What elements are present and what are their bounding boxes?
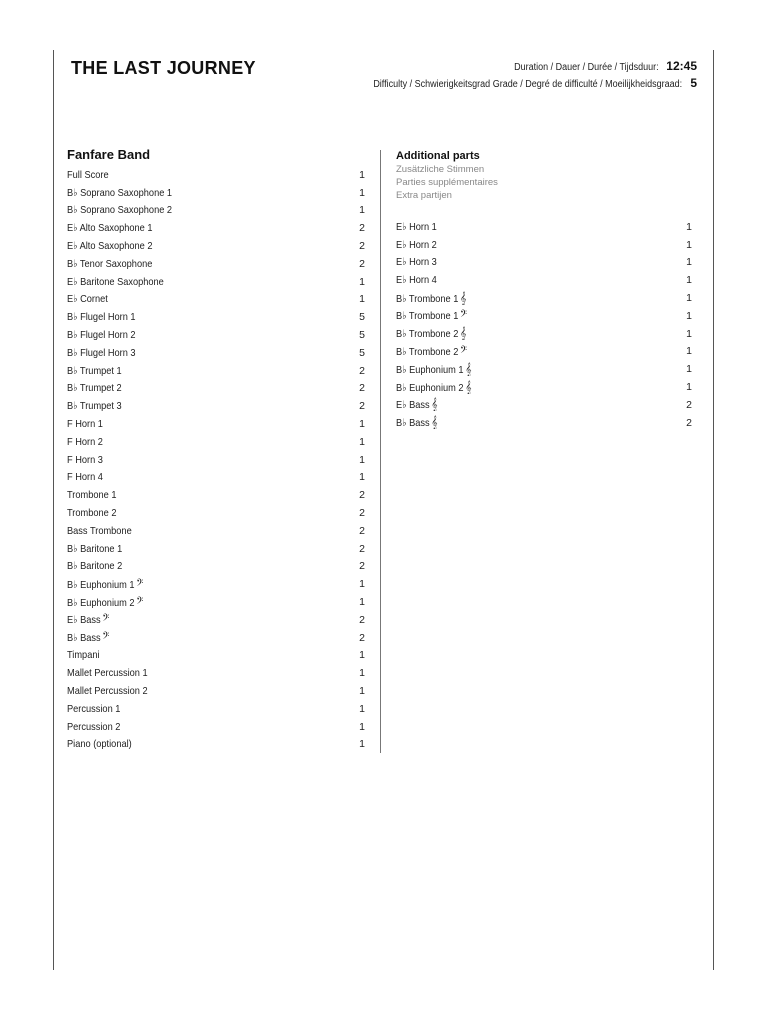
part-name — [396, 256, 437, 268]
part-quantity: 1 — [686, 274, 692, 287]
part-name-text: Trombone 2 — [67, 507, 117, 520]
right-margin-rule — [713, 50, 714, 970]
part-name-text: B♭ Trombone 2 — [396, 328, 459, 341]
part-name — [396, 362, 472, 377]
part-row — [67, 700, 365, 718]
part-name — [67, 738, 132, 750]
part-name — [67, 187, 172, 199]
part-quantity: 2 — [359, 631, 365, 644]
part-row — [396, 254, 692, 272]
part-name-text: B♭ Flugel Horn 3 — [67, 346, 136, 359]
part-name — [67, 630, 109, 645]
part-name-text: B♭ Flugel Horn 1 — [67, 311, 136, 324]
part-name-text: B♭ Baritone 1 — [67, 542, 123, 555]
part-quantity: 1 — [359, 186, 365, 199]
part-name-text: B♭ Bass — [396, 417, 430, 430]
part-quantity: 1 — [359, 667, 365, 680]
fanfare-parts-list — [67, 166, 365, 753]
treble-clef-icon: 𝄞 — [460, 326, 467, 341]
part-name — [67, 721, 120, 733]
part-row — [67, 184, 365, 202]
part-quantity: 1 — [359, 453, 365, 466]
part-name-text: E♭ Alto Saxophone 2 — [67, 240, 153, 253]
part-name-text: B♭ Flugel Horn 2 — [67, 329, 136, 342]
part-row — [67, 504, 365, 522]
part-name — [67, 560, 122, 572]
part-row — [67, 664, 365, 682]
part-row — [396, 396, 692, 414]
part-quantity: 1 — [686, 238, 692, 251]
part-row — [67, 362, 365, 380]
part-name — [67, 436, 103, 448]
additional-parts-list — [396, 218, 692, 432]
difficulty-row — [339, 76, 697, 90]
treble-clef-icon: 𝄞 — [431, 415, 438, 430]
part-name — [67, 204, 172, 216]
part-quantity: 2 — [359, 222, 365, 235]
part-quantity: 2 — [686, 398, 692, 411]
part-quantity: 1 — [359, 738, 365, 751]
part-quantity: 1 — [359, 275, 365, 288]
part-row — [67, 558, 365, 576]
part-row — [67, 629, 365, 647]
part-row — [67, 486, 365, 504]
part-quantity: 1 — [359, 596, 365, 609]
part-name — [396, 291, 466, 306]
duration-label: Duration / Dauer / Durée / Tijdsduur: — [513, 62, 659, 73]
part-name-text: B♭ Euphonium 2 — [67, 596, 135, 609]
bass-clef-icon: 𝄢 — [136, 594, 144, 609]
part-quantity: 1 — [359, 168, 365, 181]
part-row — [67, 451, 365, 469]
part-quantity: 1 — [686, 292, 692, 305]
part-quantity: 1 — [359, 578, 365, 591]
part-name-text: B♭ Soprano Saxophone 1 — [67, 186, 173, 199]
part-row — [67, 611, 365, 629]
part-quantity: 1 — [359, 471, 365, 484]
part-row — [396, 307, 692, 325]
part-name — [67, 240, 153, 252]
part-name-text: Bass Trombone — [67, 524, 132, 537]
part-row — [396, 325, 692, 343]
part-quantity: 1 — [359, 435, 365, 448]
part-quantity: 2 — [359, 240, 365, 253]
part-name — [396, 326, 466, 341]
part-name — [396, 274, 437, 286]
bass-clef-icon: 𝄢 — [102, 630, 110, 645]
additional-parts-subtitles — [396, 163, 692, 202]
part-row — [67, 344, 365, 362]
part-row — [67, 593, 365, 611]
part-name-text: B♭ Trombone 1 — [396, 292, 459, 305]
part-name-text: F Horn 3 — [67, 453, 103, 466]
part-name-text: B♭ Trumpet 2 — [67, 382, 122, 395]
treble-clef-icon: 𝄞 — [465, 361, 472, 376]
part-name-text: B♭ Baritone 2 — [67, 560, 123, 573]
part-name-text: E♭ Horn 3 — [396, 256, 437, 269]
part-name-text: E♭ Horn 4 — [396, 274, 437, 287]
part-quantity: 1 — [359, 649, 365, 662]
part-name — [396, 308, 467, 323]
part-name — [67, 543, 122, 555]
part-name-text: F Horn 4 — [67, 471, 103, 484]
part-name-text: E♭ Horn 1 — [396, 220, 437, 233]
part-name-text: E♭ Bass — [67, 614, 101, 627]
part-quantity: 2 — [359, 489, 365, 502]
part-name-text: Percussion 2 — [67, 720, 121, 733]
part-row — [67, 540, 365, 558]
part-name-text: F Horn 1 — [67, 418, 103, 431]
part-name — [67, 595, 143, 610]
part-name-text: B♭ Euphonium 1 — [396, 363, 464, 376]
part-name-text: B♭ Soprano Saxophone 2 — [67, 204, 173, 217]
part-row — [67, 273, 365, 291]
duration-row — [498, 59, 697, 73]
part-name — [396, 221, 437, 233]
part-name — [67, 577, 143, 592]
part-quantity: 5 — [359, 311, 365, 324]
part-name — [67, 649, 100, 661]
part-row — [67, 380, 365, 398]
part-name-text: Mallet Percussion 1 — [67, 667, 148, 680]
subtitle-dutch: Extra partijen — [396, 190, 452, 201]
left-margin-rule — [53, 50, 54, 970]
part-row — [67, 397, 365, 415]
part-row — [67, 469, 365, 487]
part-row — [396, 289, 692, 307]
part-quantity: 1 — [686, 381, 692, 394]
part-name — [67, 612, 109, 627]
part-name-text: E♭ Alto Saxophone 1 — [67, 222, 153, 235]
part-quantity: 2 — [359, 364, 365, 377]
part-name — [396, 415, 438, 430]
part-row — [67, 237, 365, 255]
part-name — [67, 365, 122, 377]
part-name-text: Mallet Percussion 2 — [67, 685, 148, 697]
part-name-text: B♭ Bass — [67, 632, 101, 645]
difficulty-value: 5 — [690, 76, 697, 90]
part-quantity: 1 — [686, 220, 692, 233]
bass-clef-icon: 𝄢 — [102, 612, 110, 627]
part-name — [67, 329, 136, 341]
part-row — [396, 414, 692, 432]
part-name-text: Piano (optional) — [67, 738, 132, 751]
part-name-text: F Horn 2 — [67, 435, 103, 448]
part-quantity: 1 — [686, 309, 692, 322]
part-name — [67, 400, 122, 412]
additional-parts-section — [396, 150, 692, 432]
part-name — [67, 293, 108, 305]
part-row — [67, 718, 365, 736]
part-name-text: E♭ Baritone Saxophone — [67, 275, 164, 288]
part-name — [396, 397, 438, 412]
part-row — [67, 308, 365, 326]
part-name-text: E♭ Horn 2 — [396, 238, 437, 251]
part-name-text: E♭ Bass — [396, 399, 430, 412]
bass-clef-icon: 𝄢 — [460, 308, 467, 323]
part-name-text: Trombone 1 — [67, 489, 117, 502]
part-quantity: 2 — [359, 542, 365, 555]
part-row — [67, 433, 365, 451]
part-name-text: Timpani — [67, 649, 100, 662]
part-row — [67, 291, 365, 309]
part-quantity: 1 — [359, 702, 365, 715]
part-row — [396, 378, 692, 396]
part-quantity: 2 — [686, 416, 692, 429]
part-name — [396, 239, 437, 251]
part-quantity: 2 — [359, 613, 365, 626]
subtitle-french: Parties supplémentaires — [396, 177, 498, 188]
part-name — [67, 418, 103, 430]
part-quantity: 2 — [359, 382, 365, 395]
part-quantity: 1 — [359, 418, 365, 431]
part-row — [67, 255, 365, 273]
part-name-text: Full Score — [67, 168, 109, 181]
part-row — [67, 682, 365, 700]
piece-title: THE LAST JOURNEY — [71, 58, 256, 78]
bass-clef-icon: 𝄢 — [136, 576, 144, 591]
part-quantity: 5 — [359, 346, 365, 359]
part-row — [67, 647, 365, 665]
part-name — [67, 222, 153, 234]
part-name — [67, 276, 164, 288]
part-quantity: 2 — [359, 257, 365, 270]
part-name — [67, 525, 132, 537]
part-quantity: 2 — [359, 400, 365, 413]
part-quantity: 1 — [359, 720, 365, 733]
part-name — [67, 703, 120, 715]
part-name — [67, 667, 148, 679]
part-name-text: B♭ Tenor Saxophone — [67, 257, 153, 270]
part-row — [67, 166, 365, 184]
part-name — [67, 489, 116, 501]
part-name — [67, 347, 136, 359]
part-quantity: 1 — [686, 345, 692, 358]
part-name — [67, 454, 103, 466]
additional-parts-heading: Additional parts — [396, 150, 480, 162]
subtitle-german: Zusätzliche Stimmen — [396, 164, 485, 175]
part-name — [67, 685, 148, 697]
part-row — [67, 202, 365, 220]
part-row — [67, 415, 365, 433]
part-row — [396, 218, 692, 236]
part-name — [67, 258, 152, 270]
part-row — [67, 575, 365, 593]
part-row — [396, 236, 692, 254]
part-name-text: B♭ Trumpet 3 — [67, 400, 122, 413]
part-quantity: 5 — [359, 329, 365, 342]
part-row — [396, 343, 692, 361]
treble-clef-icon: 𝄞 — [460, 290, 467, 305]
part-name-text: B♭ Euphonium 1 — [67, 578, 135, 591]
part-quantity: 1 — [686, 363, 692, 376]
part-quantity: 1 — [686, 256, 692, 269]
part-quantity: 1 — [359, 293, 365, 306]
part-row — [67, 736, 365, 754]
part-row — [67, 326, 365, 344]
part-name-text: Percussion 1 — [67, 702, 121, 715]
part-name — [67, 471, 103, 483]
duration-value: 12:45 — [666, 59, 697, 73]
part-name — [396, 380, 472, 395]
part-row — [67, 522, 365, 540]
fanfare-band-section — [67, 147, 365, 753]
part-name-text: B♭ Trombone 2 — [396, 345, 459, 358]
part-name — [67, 169, 109, 181]
bass-clef-icon: 𝄢 — [460, 343, 467, 358]
treble-clef-icon: 𝄞 — [431, 397, 438, 412]
fanfare-band-heading: Fanfare Band — [67, 147, 151, 162]
part-quantity: 1 — [359, 204, 365, 217]
part-name — [67, 507, 116, 519]
part-quantity: 2 — [359, 524, 365, 537]
part-name-text: B♭ Trombone 1 — [396, 310, 459, 323]
column-divider — [380, 150, 381, 753]
part-row — [396, 271, 692, 289]
part-row — [396, 360, 692, 378]
treble-clef-icon: 𝄞 — [465, 379, 472, 394]
part-quantity: 2 — [359, 507, 365, 520]
part-name — [67, 311, 136, 323]
part-quantity: 2 — [359, 560, 365, 573]
part-name-text: B♭ Euphonium 2 — [396, 381, 464, 394]
difficulty-label: Difficulty / Schwierigkeitsgrad Grade / Degré de difficulté / Moeilijkheidsgraad: — [373, 79, 683, 90]
part-name — [67, 382, 122, 394]
part-name — [396, 344, 467, 359]
part-quantity: 1 — [686, 327, 692, 340]
part-name-text: B♭ Trumpet 1 — [67, 364, 122, 377]
part-name-text: E♭ Cornet — [67, 293, 108, 306]
part-row — [67, 219, 365, 237]
part-quantity: 1 — [359, 685, 365, 697]
